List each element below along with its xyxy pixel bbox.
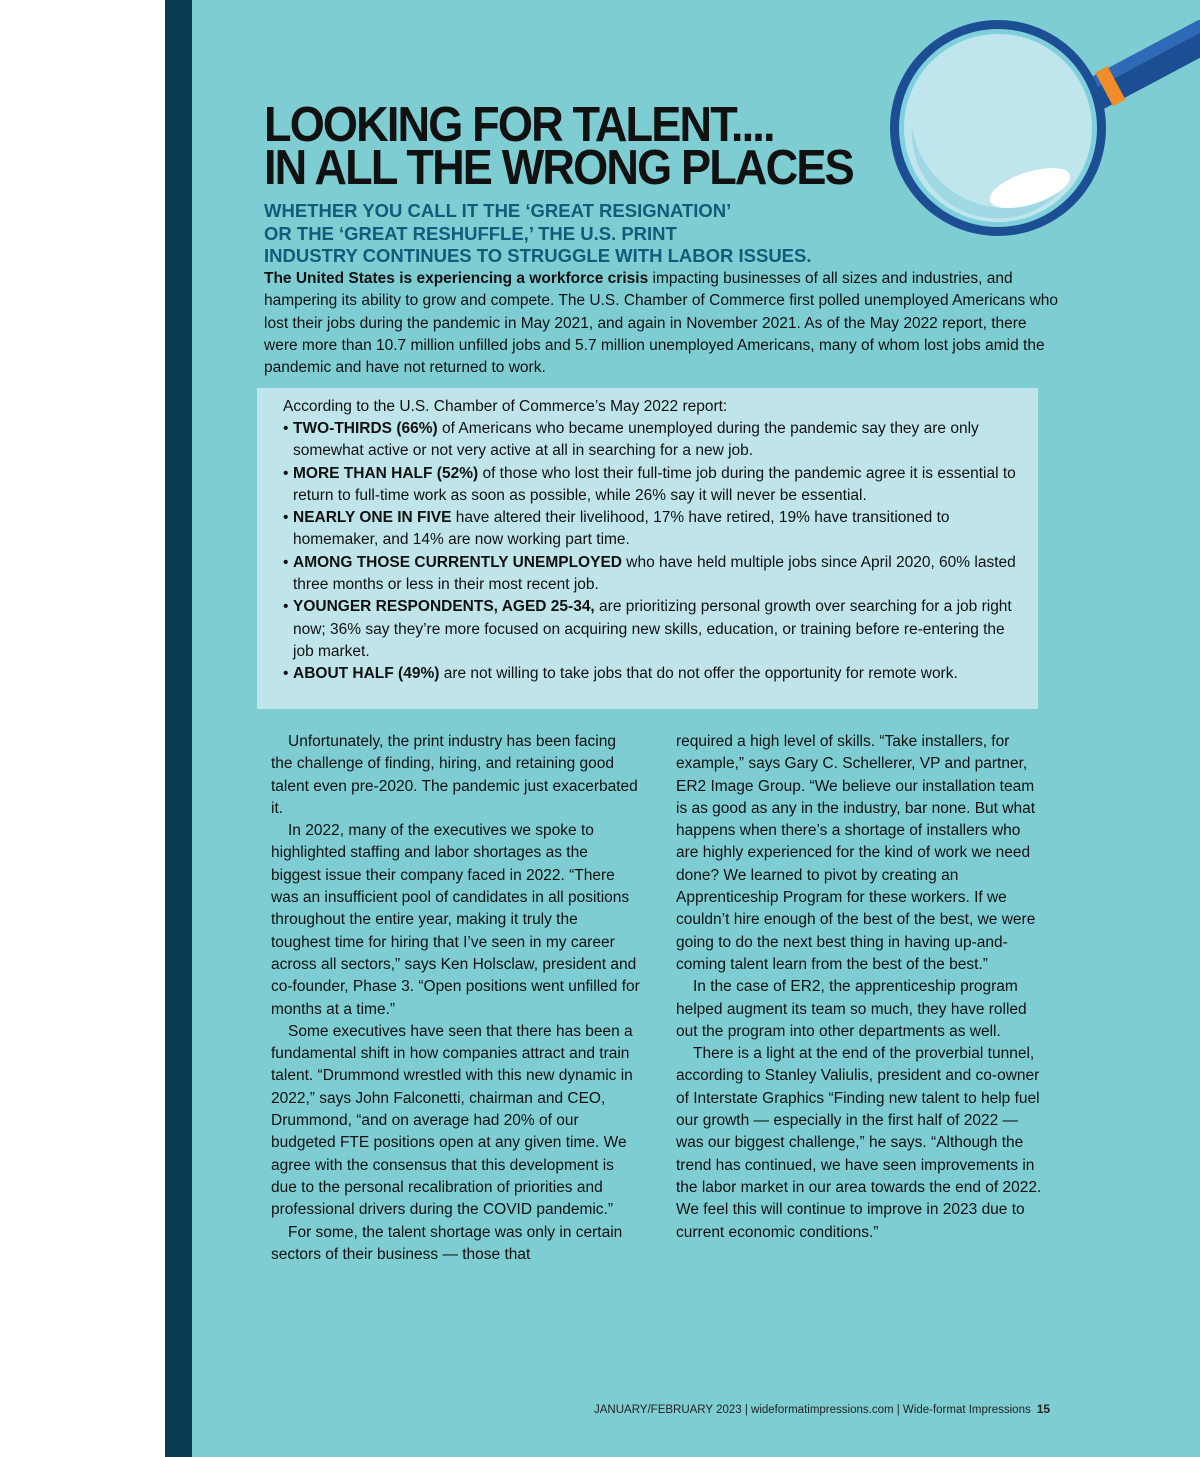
list-item-text: of Americans who became unemployed during the pandemic say they are only somewhat active or not very active at all in searching for a new job. <box>293 420 979 460</box>
report-lead: According to the U.S. Chamber of Commerce’s May 2022 report: <box>283 398 728 415</box>
headline-line-2: IN ALL THE WRONG PLACES <box>264 141 853 195</box>
list-item-text: are not willing to take jobs that do not offer the opportunity for remote work. <box>439 665 958 683</box>
magnifying-glass-icon <box>880 20 1200 250</box>
subheadline <box>264 200 884 268</box>
page-number: 15 <box>1036 1402 1051 1416</box>
intro-paragraph <box>264 268 1064 379</box>
body-paragraph: In the case of ER2, the apprenticeship program helped augment its team so much, they have rolled out the program into other departments as well. <box>676 978 1027 1040</box>
list-item <box>283 596 1028 663</box>
body-column-right <box>676 731 1046 1244</box>
list-item <box>283 663 1028 685</box>
list-item-bold: MORE THAN HALF (52%) <box>293 464 479 482</box>
bullet: • <box>283 598 289 616</box>
page-spine-bar <box>165 0 192 1457</box>
report-list <box>283 418 1028 686</box>
list-item <box>283 507 1028 552</box>
bullet: • <box>283 509 289 527</box>
list-item-text: have altered their livelihood, 17% have retired, 19% have transitioned to homemaker, and 14% are now working part time. <box>293 509 950 549</box>
body-paragraph: There is a light at the end of the proverbial tunnel, according to Stanley Valiulis, president and co-owner of Interstate Graphics “Finding new talent to help fuel our growth — especially in the first half of 2022 — was our biggest challenge,” he says. “Although the trend has continued, we have seen improvements in the labor market in our area towards the end of 2022. We feel this will continue to improve in 2023 due to current economic conditions.” <box>676 1045 1042 1241</box>
intro-lead-bold: The United States is experiencing a workforce crisis <box>264 270 649 287</box>
list-item-text: who have held multiple jobs since April 2020, 60% lasted three months or less in their most recent job. <box>293 553 1016 594</box>
bullet: • <box>283 553 289 571</box>
list-item-bold: ABOUT HALF (49%) <box>293 665 440 683</box>
list-item-bold: YOUNGER RESPONDENTS, AGED 25-34, <box>293 598 595 616</box>
list-item-bold: TWO-THIRDS (66%) <box>293 420 438 437</box>
body-paragraph: For some, the talent shortage was only in certain sectors of their business — those that <box>271 1223 623 1263</box>
bullet: • <box>283 665 289 683</box>
footer-text: JANUARY/FEBRUARY 2023 | wideformatimpressions.com | Wide-format Impressions <box>594 1404 1031 1416</box>
headline-line-1: LOOKING FOR TALENT.... <box>264 98 774 152</box>
list-item <box>283 463 1028 508</box>
subhead-line-3: INDUSTRY CONTINUES TO STRUGGLE WITH LABOR ISSUES. <box>264 245 812 266</box>
intro-text: impacting businesses of all sizes and industries, and hampering its ability to grow and compete. The U.S. Chamber of Commerce first polled unemployed Americans who lost their jobs during the pandemic in May 2021, and again in November 2021. As of the May 2022 report, there were more than 10.7 million unfilled jobs and 5.7 million unemployed Americans, many of whom lost jobs amid the pandemic and have not returned to work. <box>264 270 1059 377</box>
headline <box>264 98 853 195</box>
bullet: • <box>283 464 289 482</box>
page-footer <box>594 1402 1050 1416</box>
body-paragraph: Unfortunately, the print industry has been facing the challenge of finding, hiring, and retaining good talent even pre-2020. The pandemic just exacerbated it. <box>271 733 638 817</box>
list-item-bold: NEARLY ONE IN FIVE <box>293 509 452 527</box>
list-item <box>283 552 1028 597</box>
list-item-bold: AMONG THOSE CURRENTLY UNEMPLOYED <box>293 553 622 571</box>
list-item-text: of those who lost their full-time job during the pandemic agree it is essential to return to full-time work as soon as possible, while 26% say it will never be essential. <box>293 464 1016 504</box>
body-column-left <box>271 731 641 1266</box>
body-paragraph: Some executives have seen that there has been a fundamental shift in how companies attract and train talent. “Drummond wrestled with this new dynamic in 2022,” says John Falconetti, chairman and CEO, Drummond, “and on average had 20% of our budgeted FTE positions open at any given time. We agree with the consensus that this development is due to the personal recalibration of priorities and professional drivers during the COVID pandemic.” <box>271 1022 633 1219</box>
body-paragraph: In 2022, many of the executives we spoke to highlighted staffing and labor shortages as the biggest issue their company faced in 2022. “There was an insufficient pool of candidates in all positions throughout the entire year, making it truly the toughest time for hiring that I’ve seen in my career across all sectors,” says Ken Holsclaw, president and co-founder, Phase 3. “Open positions went unfilled for months at a time.” <box>271 822 640 1018</box>
list-item-text: are prioritizing personal growth over searching for a job right now; 36% say they’re more focused on acquiring new skills, education, or training before re-entering the job market. <box>293 598 1012 660</box>
subhead-line-2: OR THE ‘GREAT RESHUFFLE,’ THE U.S. PRINT <box>264 222 677 244</box>
subhead-line-1: WHETHER YOU CALL IT THE ‘GREAT RESIGNATION’ <box>264 200 732 221</box>
body-paragraph: required a high level of skills. “Take installers, for example,” says Gary C. Schellerer, VP and partner, ER2 Image Group. “We believe our installation team is as good as any in the industry, bar none. But what happens when there’s a shortage of installers who are highly experienced for the kind of work we need done? We learned to pivot by creating an Apprenticeship Program for these workers. If we couldn’t hire enough of the best of the best, we were going to do the next best thing in having up-and-coming talent learn from the best of the best.” <box>676 733 1036 973</box>
bullet: • <box>283 420 289 437</box>
list-item <box>283 418 1028 463</box>
